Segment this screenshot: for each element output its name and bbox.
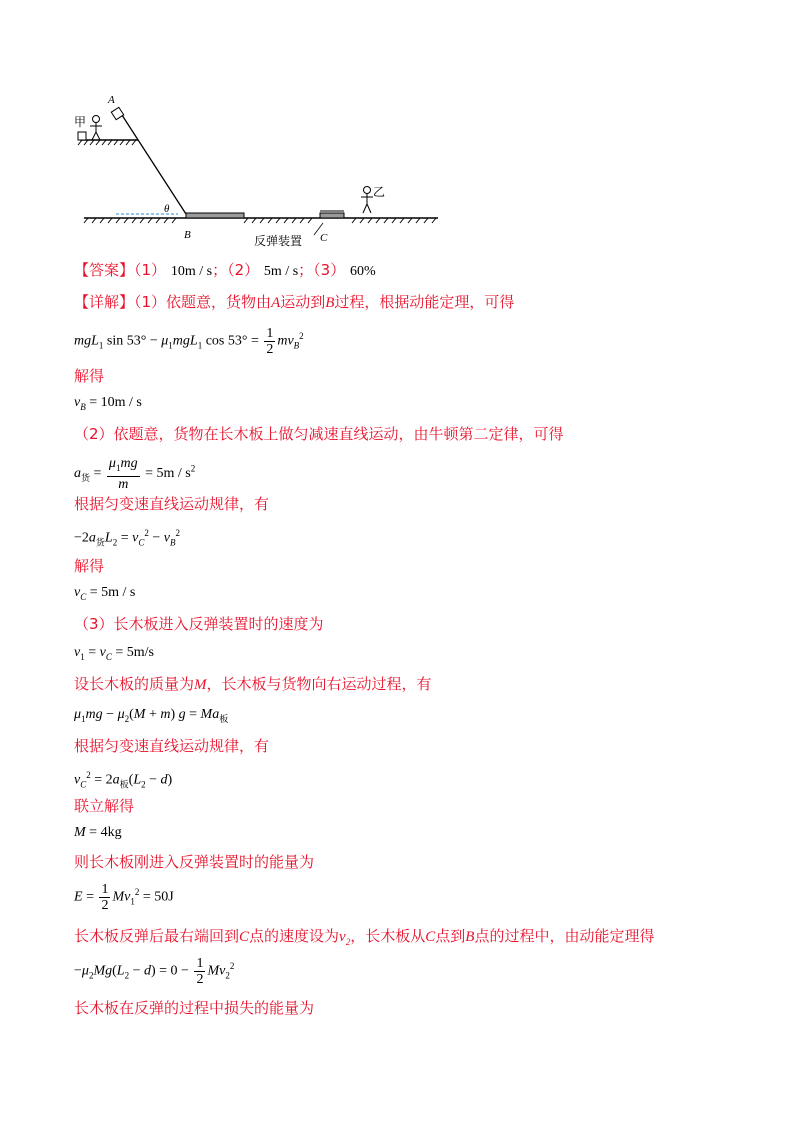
rebound-line: 长木板反弹后最右端回到C点的速度设为$v_2$，长木板从C点到B点的过程中，由动能定理得 [74,927,655,947]
equation-acceleration: $a_货$ = $\frac{\mu_1mg}{m}$ = $5m / s^2$ [74,456,196,492]
label-a: A [108,94,115,106]
equation-newton-board: $\mu_1mg - \mu_2(M + m) g = Ma_板$ [74,707,229,724]
rule-2: 根据匀变速直线运动规律，有 [74,737,270,755]
long-board [186,213,244,218]
rebound-device [320,213,344,218]
mass-line: 设长木板的质量为M，长木板与货物向右运动过程，有 [74,675,432,693]
answer-2-value: 5m / s [263,264,299,279]
solve-2: 解得 [74,557,105,575]
person-jia-icon [90,116,102,141]
cargo-box-a [111,107,123,119]
energy-line: 则长木板刚进入反弹装置时的能量为 [74,853,315,871]
label-c: C [320,232,328,244]
person-yi-icon [361,187,373,214]
solve-1: 解得 [74,367,105,385]
equation-rebound: $-\mu_2Mg(L_2 - d) = 0$ − $\frac{1}{2}$ $Mv_2^2$ [74,956,235,987]
equation-vC: $v_C = 5m / s$ [74,585,136,602]
answer-3-value: 60% [350,264,376,279]
equation-vB: $v_B = 10m / s$ [74,395,142,412]
equation-M: M = 4kg [74,825,122,840]
detail-line-1: 【详解】（1）依题意，货物由A运动到B过程，根据动能定理，可得 [74,293,515,311]
answer-tag: 【答案】 [74,261,135,279]
equation-kinematics-2: $v_C^2 = 2a_板(L_2 - d)$ [74,770,173,790]
answer-1-value: 10m / s [170,264,213,279]
label-yi: 乙 [373,185,386,199]
incline [120,112,186,214]
label-theta: θ [164,203,170,215]
answer-line: 【答案】（1） 10m / s；（2） 5m / s；（3） 60% [74,261,376,279]
equation-v1: $v_1 = v_C = 5m/s$ [74,645,154,662]
detail-tag: 【详解】 [74,293,135,311]
detail-line-3: （3）长木板进入反弹装置时的速度为 [74,615,324,633]
detail-line-2: （2）依题意，货物在长木板上做匀减速直线运动，由牛顿第二定律，可得 [74,425,564,443]
label-jia: 甲 [74,115,87,129]
equation-energy-E: E = $\frac{1}{2}$ $Mv_1^2 = 50J$ [74,882,174,913]
loss-line: 长木板在反弹的过程中损失的能量为 [74,999,315,1017]
label-device: 反弹装置 [254,234,303,248]
equation-energy-1: mgL$_1$ $\sin 53^\circ - \mu_1mgL_1$ cos 53° = $\frac{1}{2}$ $mv_B^2$ [74,326,304,357]
cargo-box-jia [78,132,86,140]
label-b: B [184,229,191,241]
equation-kinematics-1: $-2a_货L_2 = v_C^2 - v_B^2$ [74,528,180,548]
rule-1: 根据匀变速直线运动规律，有 [74,495,270,513]
combine-line: 联立解得 [74,797,135,815]
physics-diagram [68,92,448,252]
